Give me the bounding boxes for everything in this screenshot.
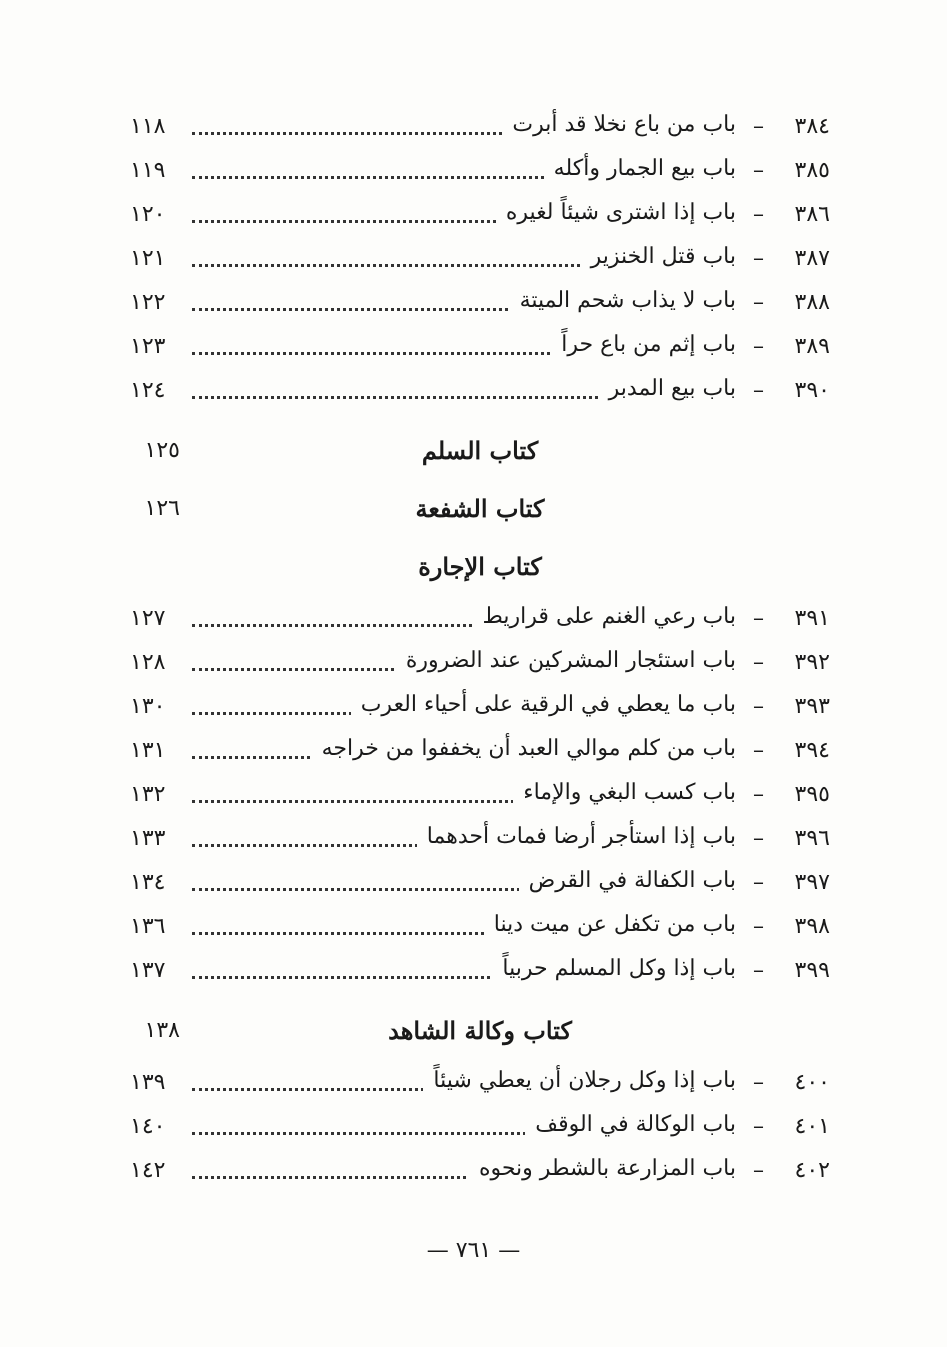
- entry-dash: –: [753, 202, 764, 227]
- entry-page-number: ١٣١: [130, 738, 166, 763]
- toc-entry: [130, 908, 830, 952]
- entry-dash: –: [753, 738, 764, 763]
- entry-number: ٣٨٤: [794, 114, 830, 139]
- entry-title: باب من باع نخلا قد أبرت: [502, 112, 736, 137]
- entry-number: ٣٩٤: [794, 738, 830, 763]
- heading-page-number: ١٣٨: [144, 1018, 180, 1043]
- entry-title: باب بيع المدبر: [599, 376, 736, 401]
- entry-dash: –: [753, 1114, 764, 1139]
- toc-entry: [130, 864, 830, 908]
- entry-dash: –: [753, 246, 764, 271]
- entry-page-number: ١٢١: [130, 246, 166, 271]
- entry-title: باب إذا اشترى شيئاً لغيره: [496, 200, 736, 225]
- entry-page-number: ١٢٣: [130, 334, 166, 359]
- book-heading-row: [130, 1006, 830, 1064]
- toc-entry: [130, 600, 830, 644]
- toc-entry: [130, 1108, 830, 1152]
- entry-page-number: ١٤٠: [130, 1114, 166, 1139]
- book-heading: كتاب السلم: [421, 436, 539, 465]
- entry-page-number: ١٢٨: [130, 650, 166, 675]
- entry-number: ٣٨٩: [794, 334, 830, 359]
- entry-number: ٣٩٧: [794, 870, 830, 895]
- entry-dash: –: [753, 650, 764, 675]
- page-footer-number: — ٧٦١ —: [426, 1238, 521, 1263]
- entry-dash: –: [753, 914, 764, 939]
- book-heading-row: [130, 484, 830, 542]
- toc-entry: [130, 732, 830, 776]
- entry-dash: –: [753, 1158, 764, 1183]
- toc-entry: [130, 952, 830, 996]
- entry-number: ٣٨٨: [794, 290, 830, 315]
- entry-dash: –: [753, 1070, 764, 1095]
- entry-number: ٣٩٠: [794, 378, 830, 403]
- book-heading: كتاب الإجارة: [418, 552, 542, 581]
- entry-number: ٣٨٧: [794, 246, 830, 271]
- entry-title: باب ما يعطي في الرقية على أحياء العرب: [351, 692, 736, 717]
- entry-page-number: ١٤٢: [130, 1158, 166, 1183]
- entry-number: ٤٠١: [794, 1114, 830, 1139]
- entry-dash: –: [753, 606, 764, 631]
- entry-number: ٣٩٦: [794, 826, 830, 851]
- entry-dash: –: [753, 826, 764, 851]
- entry-title: باب كسب البغي والإماء: [513, 780, 736, 805]
- entry-dash: –: [753, 114, 764, 139]
- heading-page-number: ١٢٦: [144, 496, 180, 521]
- entry-number: ٣٩١: [794, 606, 830, 631]
- entry-page-number: ١٣٧: [130, 958, 166, 983]
- toc-entry: [130, 196, 830, 240]
- entry-page-number: ١٣٣: [130, 826, 166, 851]
- entry-title: باب الوكالة في الوقف: [525, 1112, 736, 1137]
- entry-number: ٣٩٨: [794, 914, 830, 939]
- entry-page-number: ١٣٦: [130, 914, 166, 939]
- entry-dash: –: [753, 958, 764, 983]
- entry-page-number: ١١٨: [130, 114, 166, 139]
- entry-page-number: ١٢٠: [130, 202, 166, 227]
- entry-number: ٣٩٢: [794, 650, 830, 675]
- entry-page-number: ١٢٤: [130, 378, 166, 403]
- entry-dash: –: [753, 378, 764, 403]
- entry-number: ٣٩٩: [794, 958, 830, 983]
- book-heading-row: [130, 542, 830, 600]
- toc-entry: [130, 820, 830, 864]
- entry-number: ٣٩٥: [794, 782, 830, 807]
- entry-title: باب لا يذاب شحم الميتة: [510, 288, 736, 313]
- entry-page-number: ١٢٧: [130, 606, 166, 631]
- entry-title: باب بيع الجمار وأكله: [544, 156, 736, 181]
- toc-entry: [130, 284, 830, 328]
- toc-entry: [130, 372, 830, 416]
- entry-page-number: ١٢٢: [130, 290, 166, 315]
- entry-title: باب رعي الغنم على قراريط: [473, 604, 736, 629]
- entry-number: ٣٩٣: [794, 694, 830, 719]
- entry-title: باب من تكفل عن ميت دينا: [484, 912, 736, 937]
- entry-title: باب الكفالة في القرض: [519, 868, 736, 893]
- entry-title: باب إذا وكل رجلان أن يعطي شيئاً: [423, 1068, 736, 1093]
- book-heading: كتاب الشفعة: [415, 494, 545, 523]
- entry-title: باب إذا وكل المسلم حربياً: [492, 956, 736, 981]
- book-heading-row: [130, 426, 830, 484]
- entry-dash: –: [753, 782, 764, 807]
- entry-page-number: ١١٩: [130, 158, 166, 183]
- entry-title: باب إذا استأجر أرضا فمات أحدهما: [417, 824, 736, 849]
- entry-dash: –: [753, 290, 764, 315]
- entry-dash: –: [753, 334, 764, 359]
- entry-title: باب استئجار المشركين عند الضرورة: [396, 648, 736, 673]
- table-of-contents: [130, 108, 830, 1206]
- entry-number: ٣٨٦: [794, 202, 830, 227]
- entry-page-number: ١٣٤: [130, 870, 166, 895]
- toc-entry: [130, 328, 830, 372]
- entry-page-number: ١٣٩: [130, 1070, 166, 1095]
- entry-number: ٤٠٢: [794, 1158, 830, 1183]
- entry-number: ٣٨٥: [794, 158, 830, 183]
- toc-entry: [130, 108, 830, 152]
- entry-title: باب قتل الخنزير: [581, 244, 736, 269]
- entry-title: باب من كلم موالي العبد أن يخففوا من خراجه: [312, 736, 736, 761]
- entry-title: باب إثم من باع حراً: [551, 332, 736, 357]
- entry-page-number: ١٣٠: [130, 694, 166, 719]
- entry-dash: –: [753, 158, 764, 183]
- toc-entry: [130, 152, 830, 196]
- book-heading: كتاب وكالة الشاهد: [388, 1016, 572, 1045]
- toc-entry: [130, 1152, 830, 1196]
- toc-entry: [130, 776, 830, 820]
- toc-entry: [130, 240, 830, 284]
- toc-entry: [130, 1064, 830, 1108]
- heading-page-number: ١٢٥: [144, 438, 180, 463]
- entry-number: ٤٠٠: [794, 1070, 830, 1095]
- entry-dash: –: [753, 694, 764, 719]
- entry-page-number: ١٣٢: [130, 782, 166, 807]
- entry-title: باب المزارعة بالشطر ونحوه: [469, 1156, 736, 1181]
- toc-entry: [130, 688, 830, 732]
- entry-dash: –: [753, 870, 764, 895]
- toc-entry: [130, 644, 830, 688]
